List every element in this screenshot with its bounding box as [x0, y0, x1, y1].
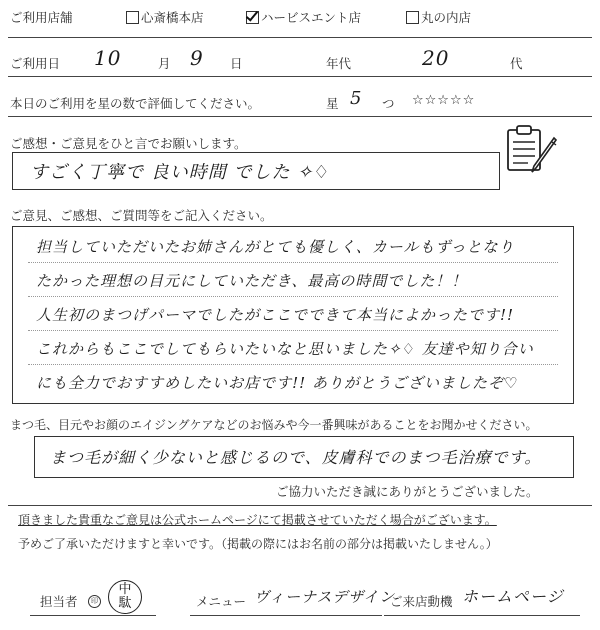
staff-label: 担当者 — [40, 594, 78, 609]
store-option-label: ハービスエント店 — [261, 10, 362, 25]
store-label: ご利用店舗 — [10, 10, 73, 25]
rating-value: 5 — [350, 88, 363, 109]
month-value: 10 — [94, 46, 122, 70]
menu-label: メニュー — [196, 594, 247, 609]
signature-line — [384, 615, 580, 616]
store-option-label: 丸の内店 — [421, 10, 472, 25]
signature-line — [190, 615, 382, 616]
staff-seal-bottom: 駄 — [118, 596, 132, 611]
store-option-marunouchi[interactable] — [406, 8, 471, 26]
divider — [8, 116, 592, 117]
motive-label: ご来店動機 — [390, 594, 453, 609]
store-option-shinsaibashi[interactable] — [126, 8, 204, 26]
store-option-label: 心斎橋本店 — [141, 10, 204, 25]
month-unit: 月 — [158, 56, 171, 71]
short-comment-prompt: ご感想・ご意見をひと言でお願いします。 — [10, 136, 247, 151]
long-comment-line: 人生初のまつげパーマでしたがここでできて本当によかったです!! — [36, 306, 515, 324]
divider — [8, 37, 592, 38]
thanks-text: ご協力いただき誠にありがとうございました。 — [276, 484, 539, 499]
store-option-herbis[interactable] — [246, 8, 361, 26]
checkbox-herbis[interactable] — [246, 11, 259, 24]
day-unit: 日 — [230, 56, 243, 71]
long-comment-line: たかった理想の目元にしていただき、最高の時間でした！！ — [36, 272, 468, 290]
age-value: 20 — [422, 46, 450, 70]
day-value: 9 — [190, 46, 204, 70]
divider — [8, 76, 592, 77]
divider — [8, 505, 592, 506]
motive-value: ホームページ — [462, 587, 564, 606]
rating-unit: つ — [382, 96, 395, 111]
notice-line-1: 頂きました貴重なご意見は公式ホームページにて掲載させていただく場合がございます。 — [18, 513, 497, 527]
concern-text: まつ毛が細く少ないと感じるので、皮膚科でのまつ毛治療です。 — [50, 448, 542, 467]
staff-seal-top: 中 — [118, 582, 132, 597]
signature-line — [30, 615, 156, 616]
ruled-line — [28, 364, 558, 365]
checkbox-shinsaibashi[interactable] — [126, 11, 139, 24]
concern-prompt: まつ毛、目元やお顔のエイジングケアなどのお悩みや今一番興味があることをお聞かせください。 — [10, 418, 538, 432]
age-unit: 代 — [510, 56, 523, 71]
checkbox-marunouchi[interactable] — [406, 11, 419, 24]
long-comment-prompt: ご意見、ご感想、ご質問等をご記入ください。 — [10, 208, 273, 223]
long-comment-line: にも全力でおすすめしたいお店です!! ありがとうございましたぞ♡ — [36, 374, 519, 392]
age-label: 年代 — [326, 56, 352, 71]
rating-prompt: 本日のご利用を星の数で評価してください。 — [10, 96, 261, 111]
ruled-line — [28, 330, 558, 331]
staff-mark-icon: 印 — [88, 592, 101, 608]
rating-stars-icon: ☆☆☆☆☆ — [412, 93, 476, 108]
staff-seal — [108, 580, 142, 614]
menu-value: ヴィーナスデザイン — [254, 588, 396, 606]
notice-line-2: 予めご了承いただけますと幸いです。（掲載の際にはお名前の部分は掲載いたしません。） — [18, 537, 498, 551]
long-comment-line: これからもここでしてもらいたいなと思いました✧♢ 友達や知り合い — [36, 340, 534, 358]
long-comment-line: 担当していただいたお姉さんがとても優しく、カールもずっとなり — [36, 238, 515, 256]
ruled-line — [28, 296, 558, 297]
clipboard-pen-icon — [500, 122, 562, 180]
short-comment-text: すごく丁寧で 良い時間 でした ✧♢ — [30, 162, 331, 183]
date-label: ご利用日 — [10, 56, 61, 71]
rating-label: 星 — [326, 96, 339, 111]
ruled-line — [28, 262, 558, 263]
